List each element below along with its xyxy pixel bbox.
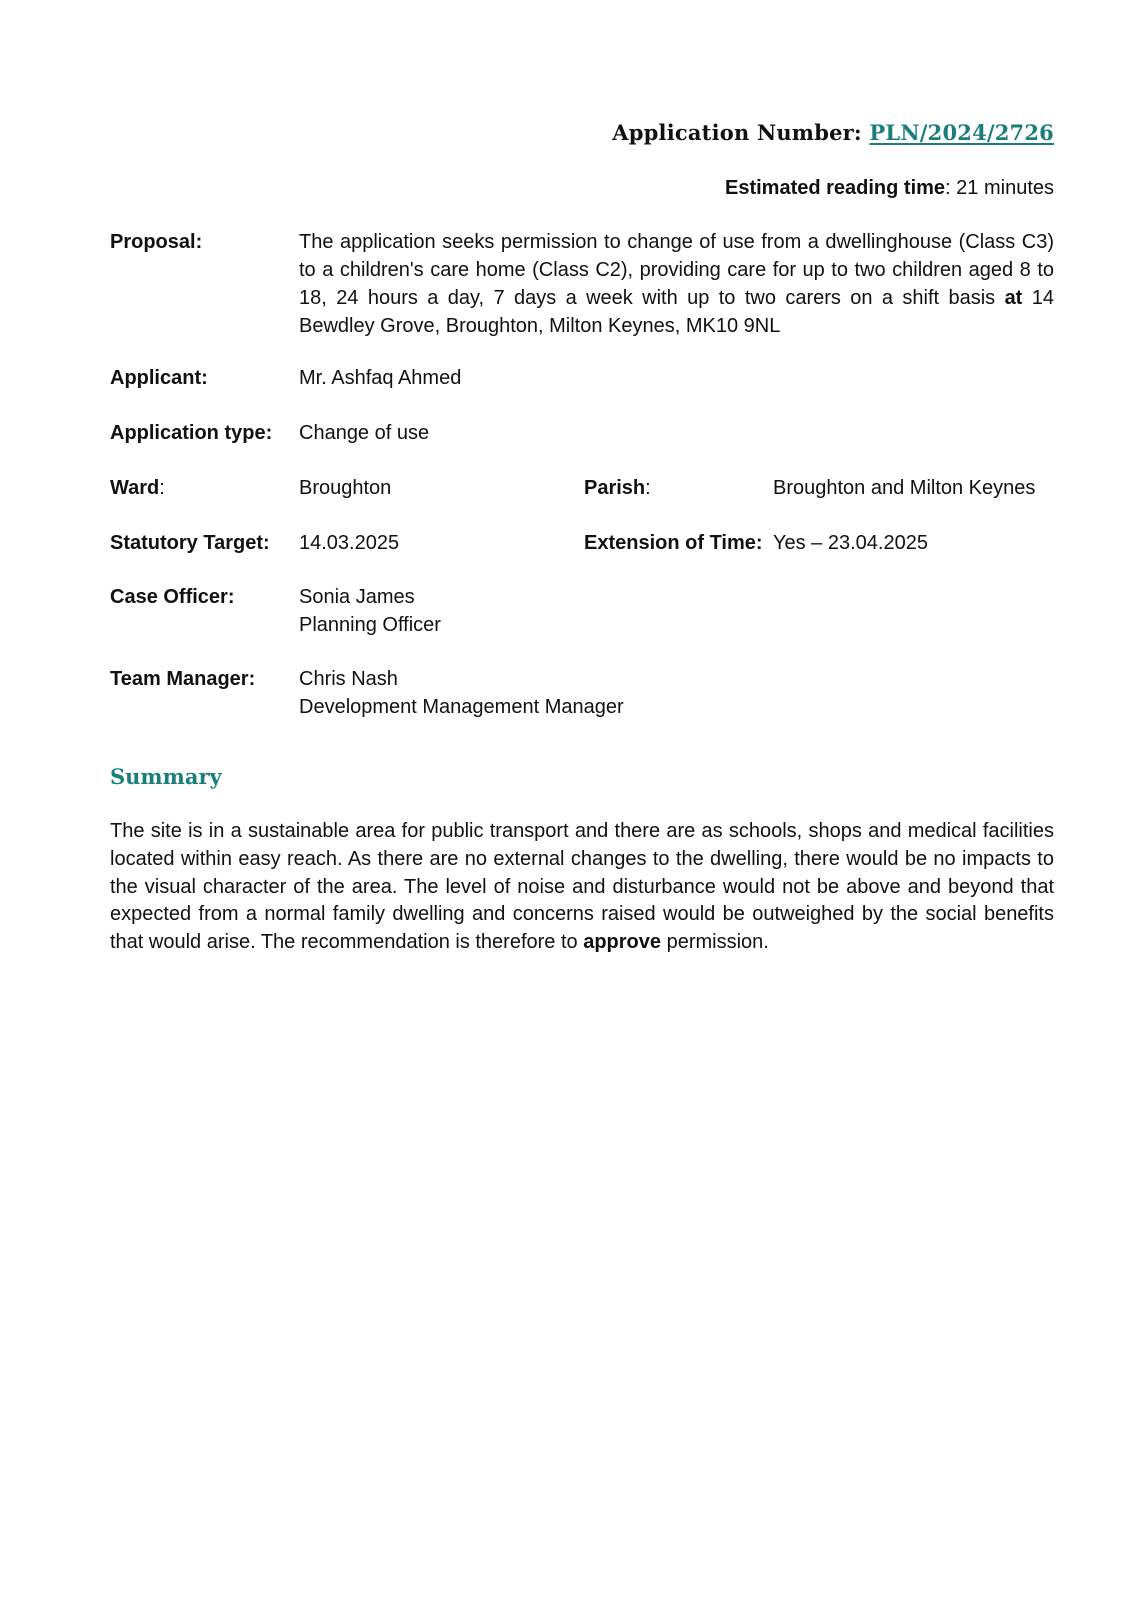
application-number-link[interactable]: PLN/2024/2726 xyxy=(869,120,1054,145)
team-manager-title: Development Management Manager xyxy=(299,696,624,718)
parish-label-colon: : xyxy=(645,477,651,499)
summary-paragraph xyxy=(110,818,1054,957)
application-type-value: Change of use xyxy=(299,422,430,444)
extension-of-time-label: Extension of Time: xyxy=(584,532,763,554)
summary-approve: approve xyxy=(583,931,662,954)
case-officer-title: Planning Officer xyxy=(299,614,441,636)
application-number-heading xyxy=(612,120,1054,145)
case-officer-label: Case Officer: xyxy=(110,586,235,608)
proposal-text xyxy=(299,228,1054,340)
case-officer-name: Sonia James xyxy=(299,586,415,608)
reading-time-value: : 21 minutes xyxy=(945,177,1054,199)
proposal-at: at xyxy=(1004,287,1023,309)
statutory-target-label: Statutory Target: xyxy=(110,532,270,554)
application-type-label: Application type: xyxy=(110,422,273,444)
applicant-label: Applicant: xyxy=(110,367,208,389)
team-manager-name: Chris Nash xyxy=(299,668,398,690)
extension-of-time-value: Yes – 23.04.2025 xyxy=(773,532,928,554)
estimated-reading-time xyxy=(725,177,1054,200)
ward-value: Broughton xyxy=(299,477,392,499)
proposal-address: 14 Bewdley Grove, Broughton, Milton Keynes, MK10 9NL xyxy=(299,287,1054,337)
ward-label-colon: : xyxy=(159,477,165,499)
summary-text-main: The site is in a sustainable area for public transport and there are as schools, shops and medical facilities located within easy reach. As there are no external changes to the dwelling, there would be no impacts to the visual character of the area. The level of noise and disturbance would not be above and beyond that expected from a normal family dwelling and concerns raised would be outweighed by the social benefits that would arise. The recommendation is therefore to xyxy=(110,820,1054,954)
team-manager-value xyxy=(299,665,624,721)
proposal-label: Proposal: xyxy=(110,231,203,253)
parish-label-text: Parish xyxy=(584,477,646,499)
team-manager-label: Team Manager: xyxy=(110,668,256,690)
document-page xyxy=(110,0,1054,1600)
application-number-label: Application Number: xyxy=(612,120,870,145)
ward-label xyxy=(110,474,165,502)
parish-label xyxy=(584,474,651,502)
parish-value: Broughton and Milton Keynes xyxy=(773,477,1036,499)
case-officer-value xyxy=(299,583,441,639)
summary-heading: Summary xyxy=(110,764,222,789)
applicant-value: Mr. Ashfaq Ahmed xyxy=(299,367,462,389)
summary-text-end: permission. xyxy=(661,931,769,954)
reading-time-label: Estimated reading time xyxy=(724,177,946,199)
ward-label-text: Ward xyxy=(110,477,160,499)
proposal-description: The application seeks permission to change of use from a dwellinghouse (Class C3) to a children's care home (Class C2), providing care for up to two children aged 8 to 18, 24 hours a day, 7 days a week with up to two carers on a shift basis xyxy=(299,231,1054,309)
statutory-target-value: 14.03.2025 xyxy=(299,532,400,554)
